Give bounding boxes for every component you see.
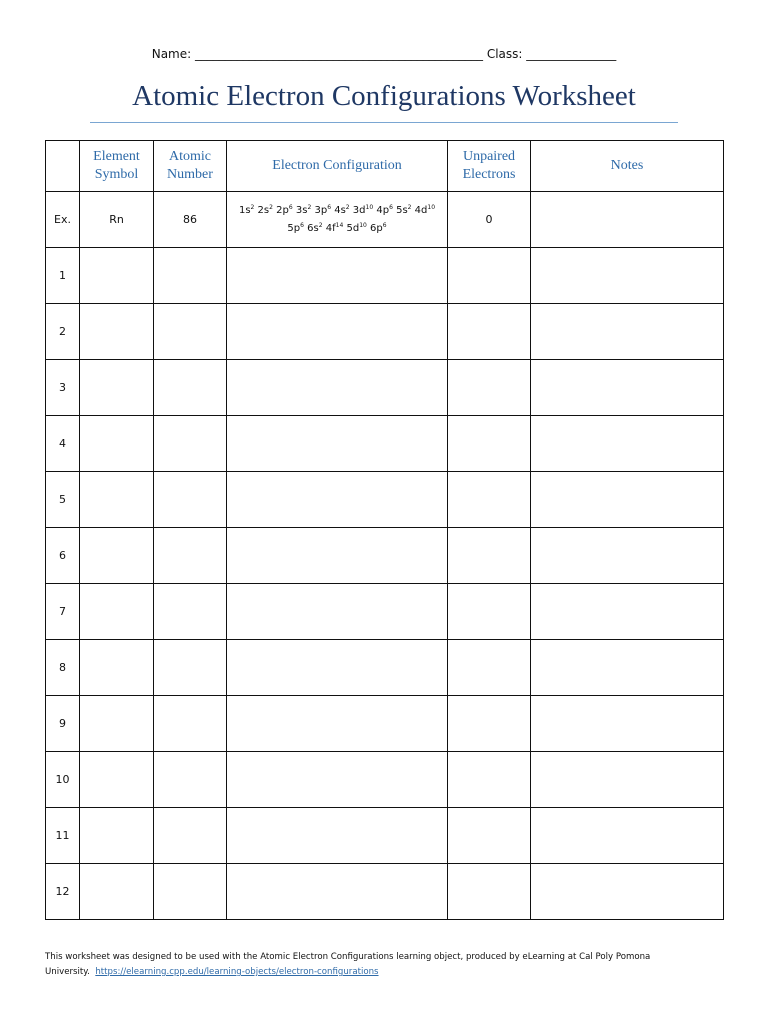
atomic-number-cell[interactable] xyxy=(154,752,227,808)
table-row xyxy=(46,696,724,752)
row-number: 12 xyxy=(46,864,80,920)
footer-text-line2: University. xyxy=(45,967,90,977)
orbital-label: 1s xyxy=(238,204,251,216)
footer-link[interactable]: https://elearning.cpp.edu/learning-objects/electron-configurations xyxy=(95,967,379,977)
class-label: Class: xyxy=(486,47,523,61)
orbital-label: 4f xyxy=(325,222,336,234)
row-number: 8 xyxy=(46,640,80,696)
orbital-count: 6 xyxy=(382,221,387,229)
table-row xyxy=(46,752,724,808)
row-number: 7 xyxy=(46,584,80,640)
orbital-count: 2 xyxy=(250,203,255,211)
example-symbol: Rn xyxy=(80,192,154,248)
name-blank[interactable]: ________________________________________________ xyxy=(195,47,483,61)
orbital-term xyxy=(326,223,344,234)
header-atomic-number: Atomic Number xyxy=(154,141,227,192)
footer-note xyxy=(45,950,735,980)
table-row xyxy=(46,808,724,864)
notes-cell[interactable] xyxy=(531,304,724,360)
row-number: 9 xyxy=(46,696,80,752)
notes-cell[interactable] xyxy=(531,248,724,304)
table-row xyxy=(46,472,724,528)
row-number: 2 xyxy=(46,304,80,360)
table-row xyxy=(46,584,724,640)
atomic-number-cell[interactable] xyxy=(154,528,227,584)
symbol-cell[interactable] xyxy=(80,360,154,416)
orbital-term xyxy=(376,205,393,216)
orbital-term xyxy=(346,223,366,234)
notes-cell[interactable] xyxy=(531,864,724,920)
notes-cell[interactable] xyxy=(531,416,724,472)
row-number: 1 xyxy=(46,248,80,304)
example-configuration xyxy=(227,192,448,248)
unpaired-cell[interactable] xyxy=(448,472,531,528)
header-element-symbol: Element Symbol xyxy=(80,141,154,192)
symbol-cell[interactable] xyxy=(80,808,154,864)
symbol-cell[interactable] xyxy=(80,752,154,808)
notes-cell[interactable] xyxy=(531,640,724,696)
unpaired-cell[interactable] xyxy=(448,864,531,920)
row-number: 3 xyxy=(46,360,80,416)
symbol-cell[interactable] xyxy=(80,304,154,360)
configuration-cell[interactable] xyxy=(227,696,448,752)
row-number: 4 xyxy=(46,416,80,472)
atomic-number-cell[interactable] xyxy=(154,864,227,920)
table-row xyxy=(46,864,724,920)
table-row xyxy=(46,360,724,416)
configuration-cell[interactable] xyxy=(227,864,448,920)
footer-text-line1: This worksheet was designed to be used with the Atomic Electron Configurations learning object, produced by eLearning at Cal Poly Pomona xyxy=(45,952,651,962)
orbital-term xyxy=(287,223,304,234)
notes-cell[interactable] xyxy=(531,472,724,528)
configuration-cell[interactable] xyxy=(227,528,448,584)
orbital-label: 3d xyxy=(352,204,366,216)
configuration-cell[interactable] xyxy=(227,752,448,808)
configuration-cell[interactable] xyxy=(227,808,448,864)
orbital-term xyxy=(239,205,254,216)
configuration-cell[interactable] xyxy=(227,248,448,304)
orbital-label: 2p xyxy=(276,204,289,216)
unpaired-cell[interactable] xyxy=(448,528,531,584)
atomic-number-cell[interactable] xyxy=(154,416,227,472)
example-notes xyxy=(531,192,724,248)
orbital-term xyxy=(314,205,331,216)
header-row-number xyxy=(46,141,80,192)
orbital-count: 2 xyxy=(269,203,273,211)
name-class-line xyxy=(0,47,768,61)
atomic-number-cell[interactable] xyxy=(154,640,227,696)
table-row xyxy=(46,304,724,360)
orbital-count: 10 xyxy=(359,221,367,229)
orbital-count: 6 xyxy=(288,203,293,211)
notes-cell[interactable] xyxy=(531,696,724,752)
unpaired-cell[interactable] xyxy=(448,416,531,472)
configuration-cell[interactable] xyxy=(227,416,448,472)
symbol-cell[interactable] xyxy=(80,864,154,920)
orbital-label: 3p xyxy=(314,204,328,216)
table-row xyxy=(46,248,724,304)
orbital-term xyxy=(307,223,322,234)
notes-cell[interactable] xyxy=(531,752,724,808)
notes-cell[interactable] xyxy=(531,360,724,416)
header-notes: Notes xyxy=(531,141,724,192)
unpaired-cell[interactable] xyxy=(448,304,531,360)
orbital-term xyxy=(258,205,273,216)
orbital-label: 4s xyxy=(334,204,346,216)
orbital-label: 5d xyxy=(346,222,360,234)
table-row xyxy=(46,640,724,696)
symbol-cell[interactable] xyxy=(80,696,154,752)
orbital-count: 14 xyxy=(335,221,344,229)
orbital-label: 2s xyxy=(257,204,270,216)
example-atomic-number: 86 xyxy=(154,192,227,248)
atomic-number-cell[interactable] xyxy=(154,808,227,864)
orbital-term xyxy=(276,205,293,216)
orbital-count: 2 xyxy=(407,203,412,211)
orbital-count: 10 xyxy=(427,203,436,211)
table-row xyxy=(46,528,724,584)
orbital-label: 6s xyxy=(307,222,319,234)
configuration-cell[interactable] xyxy=(227,640,448,696)
unpaired-cell[interactable] xyxy=(448,752,531,808)
orbital-term xyxy=(396,205,411,216)
row-number: 6 xyxy=(46,528,80,584)
configuration-cell[interactable] xyxy=(227,472,448,528)
example-label: Ex. xyxy=(46,192,80,248)
orbital-label: 4p xyxy=(376,204,390,216)
notes-cell[interactable] xyxy=(531,808,724,864)
example-unpaired: 0 xyxy=(448,192,531,248)
unpaired-cell[interactable] xyxy=(448,360,531,416)
orbital-count: 2 xyxy=(318,221,323,229)
notes-cell[interactable] xyxy=(531,584,724,640)
configuration-cell[interactable] xyxy=(227,360,448,416)
orbital-label: 5s xyxy=(396,204,408,216)
orbital-count: 6 xyxy=(327,203,332,211)
page-title: Atomic Electron Configurations Worksheet xyxy=(132,80,636,112)
orbital-count: 10 xyxy=(365,203,374,211)
orbital-count: 6 xyxy=(389,203,393,211)
orbital-term xyxy=(334,205,349,216)
orbital-term xyxy=(353,205,373,216)
atomic-number-cell[interactable] xyxy=(154,584,227,640)
class-blank[interactable]: _______________ xyxy=(526,47,617,61)
orbital-term xyxy=(415,205,435,216)
row-number: 11 xyxy=(46,808,80,864)
configuration-text xyxy=(232,202,442,238)
symbol-cell[interactable] xyxy=(80,472,154,528)
name-label: Name: xyxy=(151,47,192,61)
unpaired-cell[interactable] xyxy=(448,640,531,696)
atomic-number-cell[interactable] xyxy=(154,360,227,416)
header-unpaired-electrons: Unpaired Electrons xyxy=(448,141,531,192)
table-row xyxy=(46,416,724,472)
unpaired-cell[interactable] xyxy=(448,584,531,640)
row-number: 10 xyxy=(46,752,80,808)
unpaired-cell[interactable] xyxy=(448,696,531,752)
title-underline xyxy=(90,122,678,123)
atomic-number-cell[interactable] xyxy=(154,248,227,304)
symbol-cell[interactable] xyxy=(80,416,154,472)
atomic-number-cell[interactable] xyxy=(154,472,227,528)
notes-cell[interactable] xyxy=(531,528,724,584)
unpaired-cell[interactable] xyxy=(448,808,531,864)
example-row xyxy=(46,192,724,248)
orbital-term xyxy=(296,205,311,216)
row-number: 5 xyxy=(46,472,80,528)
orbital-label: 5p xyxy=(287,222,301,234)
configuration-cell[interactable] xyxy=(227,584,448,640)
orbital-term xyxy=(370,223,387,234)
header-row xyxy=(46,141,724,192)
symbol-cell[interactable] xyxy=(80,528,154,584)
atomic-number-cell[interactable] xyxy=(154,304,227,360)
orbital-label: 6p xyxy=(370,222,383,234)
configuration-cell[interactable] xyxy=(227,304,448,360)
orbital-count: 2 xyxy=(307,203,312,211)
orbital-count: 6 xyxy=(300,221,304,229)
orbital-label: 3s xyxy=(295,204,308,216)
orbital-label: 4d xyxy=(414,204,428,216)
symbol-cell[interactable] xyxy=(80,640,154,696)
orbital-count: 2 xyxy=(345,203,350,211)
worksheet-table xyxy=(45,140,724,920)
symbol-cell[interactable] xyxy=(80,584,154,640)
unpaired-cell[interactable] xyxy=(448,248,531,304)
header-electron-configuration: Electron Configuration xyxy=(227,141,448,192)
atomic-number-cell[interactable] xyxy=(154,696,227,752)
symbol-cell[interactable] xyxy=(80,248,154,304)
